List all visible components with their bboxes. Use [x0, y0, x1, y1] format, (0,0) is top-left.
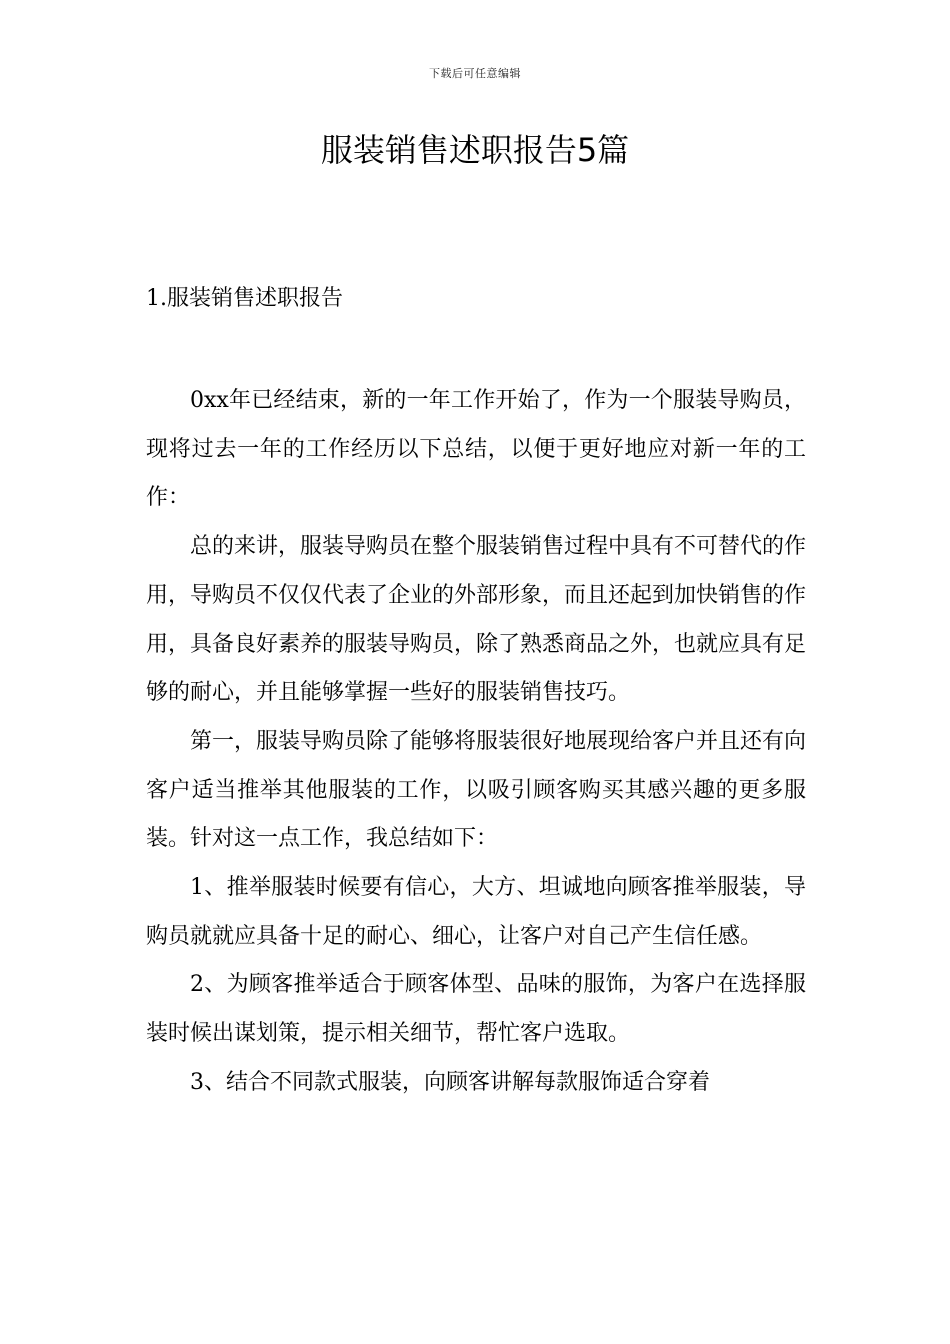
paragraph: 总的来讲，服装导购员在整个服装销售过程中具有不可替代的作用，导购员不仅仅代表了企业的外部形象，而且还起到加快销售的作用，具备良好素养的服装导购员，除了熟悉商品之外，也就应具有足够的耐心，并且能够掌握一些好的服装销售技巧。 [146, 534, 807, 706]
paragraph: 1、推举服装时候要有信心，大方、坦诚地向顾客推举服装，导购员就就应具备十足的耐心、细心，让客户对自己产生信任感。 [146, 875, 806, 949]
document-title: 服装销售述职报告5篇 [320, 131, 630, 169]
paragraph: 2、为顾客推举适合于顾客体型、品味的服饰，为客户在选择服装时候出谋划策，提示相关细节，帮忙客户选取。 [146, 972, 806, 1047]
body-text [146, 377, 806, 1108]
paragraph: 3、结合不同款式服装，向顾客讲解每款服饰适合穿着 [190, 1069, 710, 1095]
paragraph: 第一，服装导购员除了能够将服装很好地展现给客户并且还有向客户适当推举其他服装的工作，以吸引顾客购买其感兴趣的更多服装。针对这一点工作，我总结如下： [146, 728, 807, 852]
paragraph: 0xx年已经结束，新的一年工作开始了，作为一个服装导购员，现将过去一年的工作经历以下总结，以便于更好地应对新一年的工作： [146, 388, 806, 511]
page-header-note: 下载后可任意编辑 [429, 67, 521, 80]
section-heading: 1.服装销售述职报告 [146, 286, 343, 311]
